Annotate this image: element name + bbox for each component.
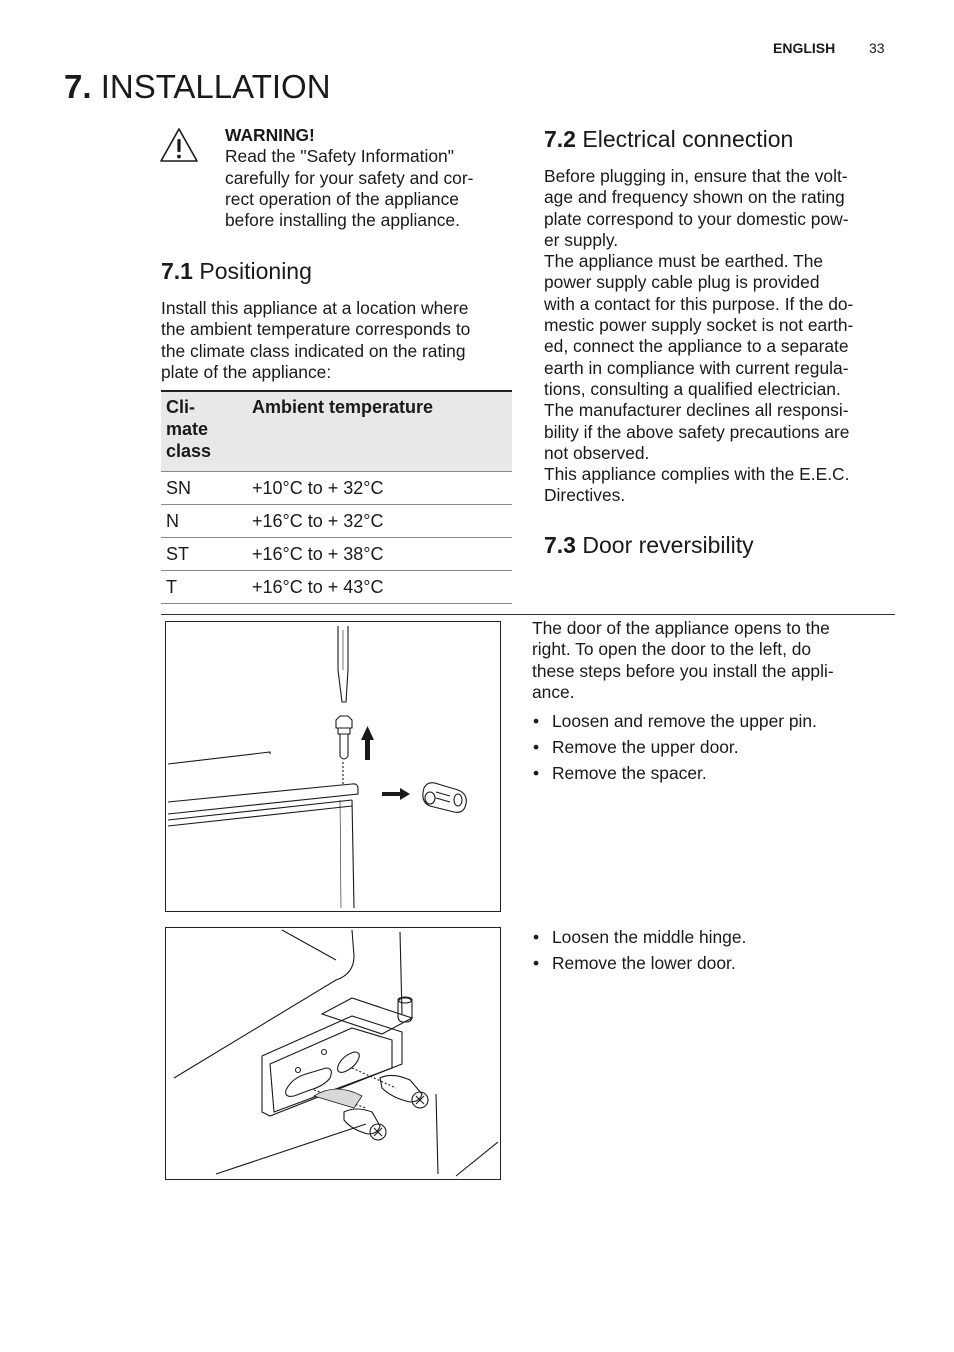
list-item: • Loosen the middle hinge. (533, 924, 746, 950)
section-divider (161, 614, 895, 615)
text-line: earth in compliance with current regula- (544, 357, 849, 378)
climate-class-table (161, 390, 512, 604)
text-line: The door of the appliance opens to the (532, 618, 830, 638)
text-line: right. To open the door to the left, do (532, 639, 812, 660)
text-line: The appliance must be earthed. The (544, 251, 824, 272)
text-line: the climate class indicated on the rating (161, 340, 466, 361)
section-heading-door (544, 530, 754, 560)
warning-line: Read the "Safety Information" (225, 146, 454, 167)
table-row (161, 472, 512, 505)
list-item: • Remove the lower door. (533, 950, 746, 976)
door-steps-2 (533, 924, 746, 976)
section-number: 7.2 (544, 126, 576, 152)
figure-middle-hinge (165, 927, 501, 1180)
text-line: Directives. (544, 485, 626, 506)
text-line: bility if the above safety precautions are (544, 421, 850, 442)
cell-temperature: +16°C to + 38°C (247, 538, 512, 571)
language-label: ENGLISH (773, 40, 836, 56)
text-line: tions, consulting a qualified electrician. (544, 378, 841, 399)
door-steps-1 (533, 708, 817, 786)
cell-class: ST (161, 538, 247, 571)
section-title: Electrical connection (582, 126, 794, 152)
text-line: the ambient temperature corresponds to (161, 319, 471, 340)
section-title: Positioning (199, 258, 312, 284)
text-line: Before plugging in, ensure that the volt- (544, 166, 848, 186)
text-line: plate correspond to your domestic pow- (544, 208, 849, 229)
table-row (161, 571, 512, 604)
text-line: The manufacturer declines all responsi- (544, 400, 849, 421)
text-line: plate of the appliance: (161, 361, 332, 382)
chapter-text: INSTALLATION (100, 68, 331, 105)
section-number: 7.1 (161, 258, 193, 284)
warning-line: rect operation of the appliance (225, 188, 459, 209)
list-item: • Remove the upper door. (533, 734, 817, 760)
cell-temperature: +10°C to + 32°C (247, 472, 512, 505)
door-intro-text (532, 618, 834, 703)
header-ambient-temperature: Ambient temperature (247, 391, 512, 472)
section-number: 7.3 (544, 532, 576, 558)
cell-class: T (161, 571, 247, 604)
cell-class: SN (161, 472, 247, 505)
header-climate-class: Cli- mate class (161, 391, 247, 472)
warning-line: carefully for your safety and cor- (225, 167, 474, 188)
chapter-title (64, 66, 331, 108)
list-item: • Loosen and remove the upper pin. (533, 708, 817, 734)
text-line: er supply. (544, 229, 619, 250)
positioning-text (161, 298, 470, 383)
warning-line: before installing the appliance. (225, 210, 460, 231)
page-number: 33 (869, 40, 885, 56)
section-heading-electrical (544, 124, 793, 154)
warning-heading: WARNING! (225, 125, 315, 145)
figure-upper-pin (165, 621, 501, 912)
cell-temperature: +16°C to + 32°C (247, 505, 512, 538)
table-header-row (161, 391, 512, 472)
text-line: This appliance complies with the E.E.C. (544, 464, 850, 485)
section-heading-positioning (161, 256, 312, 286)
text-line: ance. (532, 681, 575, 702)
text-line: with a contact for this purpose. If the do- (544, 293, 854, 314)
text-line: not observed. (544, 442, 650, 463)
text-line: mestic power supply socket is not earth- (544, 315, 854, 336)
middle-hinge-illustration (166, 928, 500, 1179)
text-line: these steps before you install the appli- (532, 660, 834, 681)
cell-temperature: +16°C to + 43°C (247, 571, 512, 604)
text-line: ed, connect the appliance to a separate (544, 336, 849, 357)
electrical-text (544, 166, 853, 507)
table-row (161, 505, 512, 538)
list-item: • Remove the spacer. (533, 760, 817, 786)
upper-pin-illustration (166, 622, 500, 911)
text-line: Install this appliance at a location where (161, 298, 469, 318)
chapter-number: 7. (64, 68, 92, 105)
table-row (161, 538, 512, 571)
text-line: power supply cable plug is provided (544, 272, 820, 293)
section-title: Door reversibility (582, 532, 754, 558)
warning-block (225, 125, 473, 231)
text-line: age and frequency shown on the rating (544, 187, 845, 208)
warning-icon (159, 127, 199, 163)
cell-class: N (161, 505, 247, 538)
